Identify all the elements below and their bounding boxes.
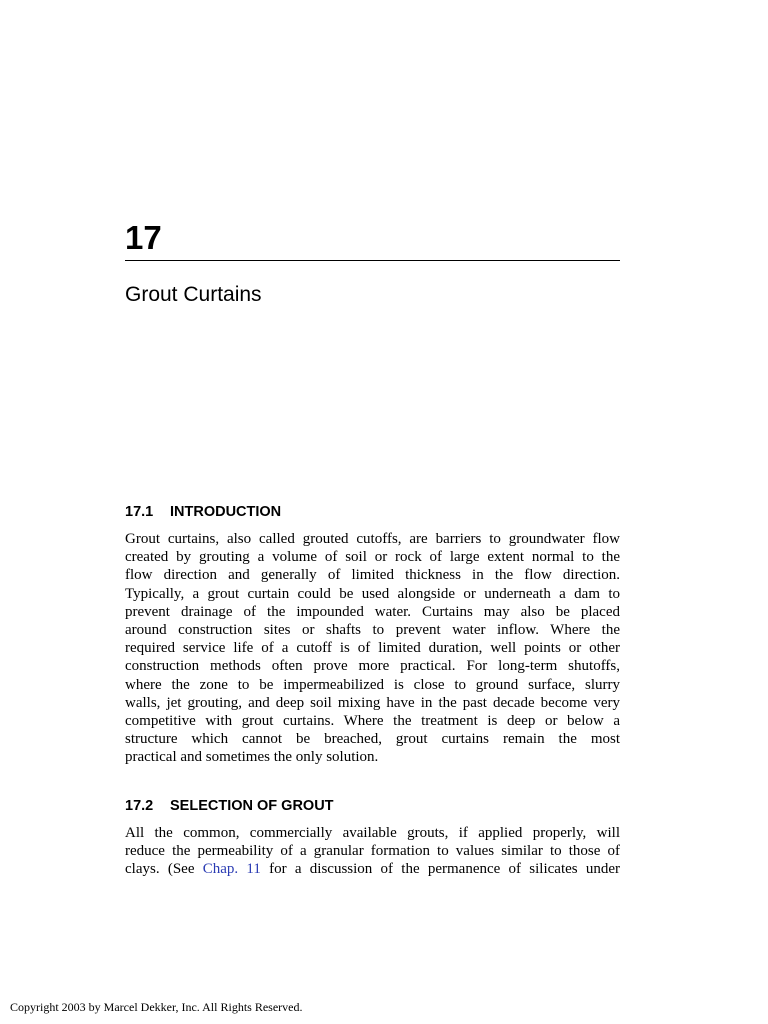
text-line: required service life of a cutoff is of limited duration, well points or other	[125, 640, 620, 657]
text-segment: clays. (See	[125, 861, 195, 878]
section-heading-introduction	[125, 503, 281, 521]
copyright-notice: Copyright 2003 by Marcel Dekker, Inc. All Rights Reserved.	[10, 1000, 303, 1014]
text-line: prevent drainage of the impounded water. Curtains may also be placed	[125, 603, 620, 620]
text-line: construction methods often prove more practical. For long-term shutoffs,	[125, 658, 620, 675]
section-title: INTRODUCTION	[170, 504, 282, 520]
text-line-with-link	[125, 860, 620, 878]
section-number: 17.2	[125, 798, 154, 814]
text-line: structure which cannot be breached, grout curtains remain the most	[125, 731, 620, 748]
text-line: where the zone to be impermeabilized is close to ground surface, slurry	[125, 676, 620, 693]
section-heading-selection-of-grout	[125, 797, 334, 815]
text-line: Typically, a grout curtain could be used alongside or underneath a dam to	[125, 585, 620, 602]
section-title: SELECTION OF GROUT	[170, 798, 334, 814]
introduction-paragraph	[125, 530, 620, 766]
text-segment: for a discussion of the permanence of silicates under	[269, 861, 621, 878]
chapter-number: 17	[125, 219, 162, 256]
text-line: All the common, commercially available grouts, if applied properly, will	[125, 825, 620, 841]
text-line: flow direction and generally of limited thickness in the flow direction.	[125, 567, 620, 584]
chapter-11-link[interactable]: Chap. 11	[202, 861, 261, 878]
text-line: created by grouting a volume of soil or rock of large extent normal to the	[125, 549, 620, 566]
chapter-divider	[125, 260, 620, 261]
text-line: walls, jet grouting, and deep soil mixing have in the past decade become very	[125, 694, 620, 711]
text-line: practical and sometimes the only solution.	[125, 749, 379, 766]
selection-paragraph	[125, 824, 620, 879]
chapter-title: Grout Curtains	[125, 283, 262, 306]
section-number: 17.1	[125, 504, 154, 520]
text-line: around construction sites or shafts to prevent water inflow. Where the	[125, 621, 620, 638]
text-line: competitive with grout curtains. Where the treatment is deep or below a	[125, 712, 620, 729]
text-line: Grout curtains, also called grouted cutoffs, are barriers to groundwater flow	[125, 531, 620, 547]
text-line: reduce the permeability of a granular formation to values similar to those of	[125, 843, 620, 860]
